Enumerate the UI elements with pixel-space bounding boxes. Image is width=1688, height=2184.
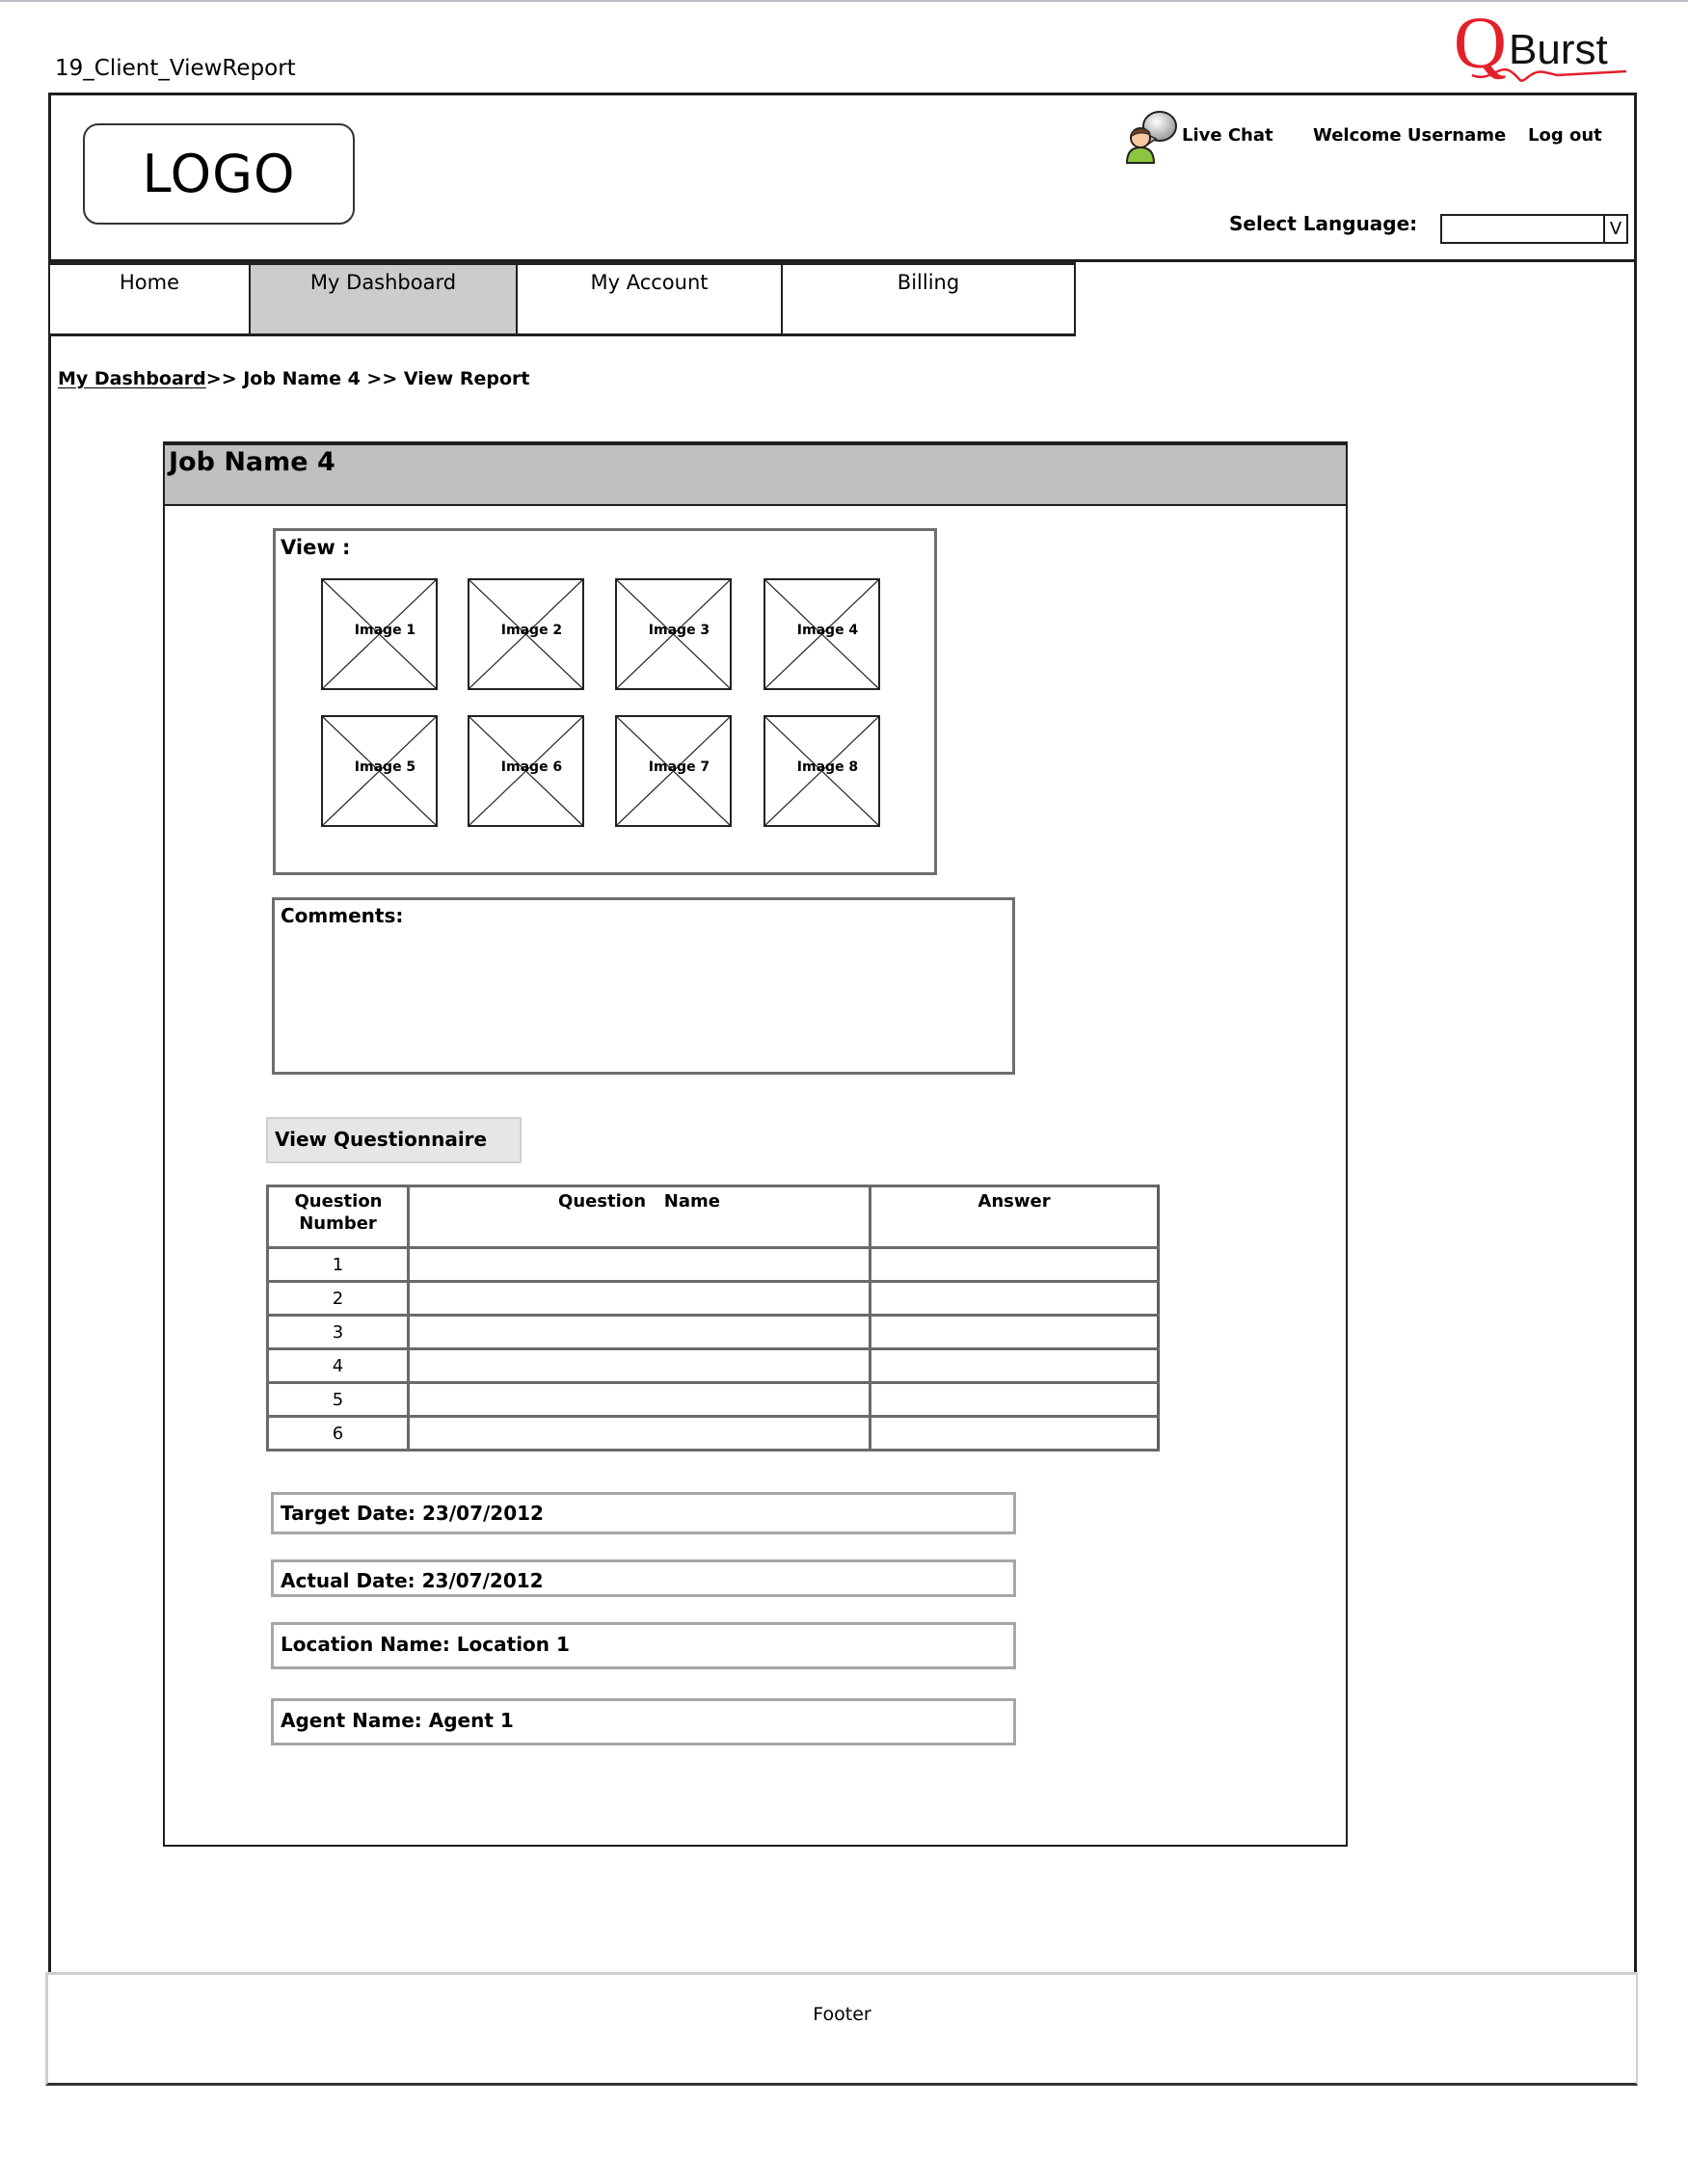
table-row <box>268 1417 1159 1451</box>
image-label: Image 2 <box>500 623 563 638</box>
image-placeholder[interactable] <box>764 715 880 827</box>
language-select[interactable] <box>1440 214 1628 244</box>
table-row <box>268 1316 1159 1349</box>
nav-tab-label: My Account <box>590 271 709 294</box>
nav-tab-billing[interactable] <box>781 262 1076 336</box>
questionnaire-table <box>266 1185 1160 1452</box>
logo-text: LOGO <box>142 144 296 204</box>
job-title: Job Name 4 <box>169 447 335 477</box>
image-label: Image 8 <box>796 759 859 775</box>
image-label: Image 6 <box>500 759 563 775</box>
table-row <box>268 1248 1159 1282</box>
cell-answer <box>871 1282 1159 1316</box>
table-row <box>268 1349 1159 1383</box>
logo-placeholder[interactable] <box>83 123 355 225</box>
nav-tab-label: Billing <box>897 271 960 294</box>
cell-question-name <box>409 1383 871 1417</box>
table-row <box>268 1383 1159 1417</box>
cell-question-number: 2 <box>268 1282 409 1316</box>
cell-question-number: 5 <box>268 1383 409 1417</box>
image-label: Image 7 <box>648 759 710 775</box>
cell-question-name <box>409 1349 871 1383</box>
cell-question-name <box>409 1248 871 1282</box>
nav-tab-home[interactable] <box>48 262 251 336</box>
cell-answer <box>871 1383 1159 1417</box>
image-placeholder[interactable] <box>468 578 584 690</box>
language-label: Select Language: <box>1229 212 1418 235</box>
target-date-field: Target Date: 23/07/2012 <box>271 1492 1016 1534</box>
nav-tab-label: Home <box>119 271 179 294</box>
top-divider <box>0 0 1688 2</box>
chevron-down-icon[interactable]: V <box>1603 216 1626 242</box>
comments-label: Comments: <box>281 904 404 927</box>
breadcrumb <box>58 368 529 389</box>
cell-answer <box>871 1349 1159 1383</box>
footer <box>45 1972 1638 2086</box>
cell-question-number: 6 <box>268 1417 409 1451</box>
breadcrumb-trail: >> Job Name 4 >> View Report <box>205 368 530 389</box>
cell-answer <box>871 1417 1159 1451</box>
image-label: Image 4 <box>796 623 859 638</box>
image-placeholder[interactable] <box>764 578 880 690</box>
nav-tab-my-account[interactable] <box>516 262 783 336</box>
cell-question-name <box>409 1316 871 1349</box>
col-header-question-name: Question Name <box>409 1186 871 1248</box>
col-header-answer: Answer <box>871 1186 1159 1248</box>
table-row <box>268 1282 1159 1316</box>
location-name-field: Location Name: Location 1 <box>271 1622 1016 1669</box>
cell-question-name <box>409 1417 871 1451</box>
footer-text: Footer <box>813 2004 871 2025</box>
cell-question-number: 3 <box>268 1316 409 1349</box>
cell-question-number: 4 <box>268 1349 409 1383</box>
image-placeholder[interactable] <box>615 578 732 690</box>
qburst-logo <box>1451 8 1634 87</box>
image-placeholder[interactable] <box>468 715 584 827</box>
image-label: Image 1 <box>354 623 416 638</box>
cell-answer <box>871 1248 1159 1282</box>
nav-tab-my-dashboard[interactable] <box>249 262 518 336</box>
col-header-question-number: Question Number <box>268 1186 409 1248</box>
job-panel-header <box>163 441 1348 506</box>
live-chat-button[interactable] <box>1123 108 1179 166</box>
nav-tab-label: My Dashboard <box>309 271 457 294</box>
logout-link[interactable]: Log out <box>1528 125 1602 146</box>
cell-answer <box>871 1316 1159 1349</box>
table-header-row <box>268 1186 1159 1248</box>
image-placeholder[interactable] <box>321 578 438 690</box>
image-label: Image 5 <box>354 759 416 775</box>
main-nav <box>48 262 1076 336</box>
view-label: View : <box>281 536 351 559</box>
page-title: 19_Client_ViewReport <box>55 56 296 81</box>
qburst-q-letter: Q <box>1454 8 1507 84</box>
view-questionnaire-button[interactable]: View Questionnaire <box>266 1117 522 1163</box>
cell-question-number: 1 <box>268 1248 409 1282</box>
breadcrumb-link-my-dashboard[interactable]: My Dashboard <box>58 368 206 389</box>
image-label: Image 3 <box>648 623 710 638</box>
actual-date-field: Actual Date: 23/07/2012 <box>271 1559 1016 1597</box>
image-placeholder[interactable] <box>321 715 438 827</box>
image-placeholder[interactable] <box>615 715 732 827</box>
qburst-word: Burst <box>1509 26 1608 73</box>
cell-question-name <box>409 1282 871 1316</box>
live-chat-icon <box>1123 109 1179 165</box>
live-chat-link[interactable]: Live Chat <box>1182 125 1273 146</box>
agent-name-field: Agent Name: Agent 1 <box>271 1698 1016 1745</box>
welcome-username: Welcome Username <box>1313 125 1507 146</box>
